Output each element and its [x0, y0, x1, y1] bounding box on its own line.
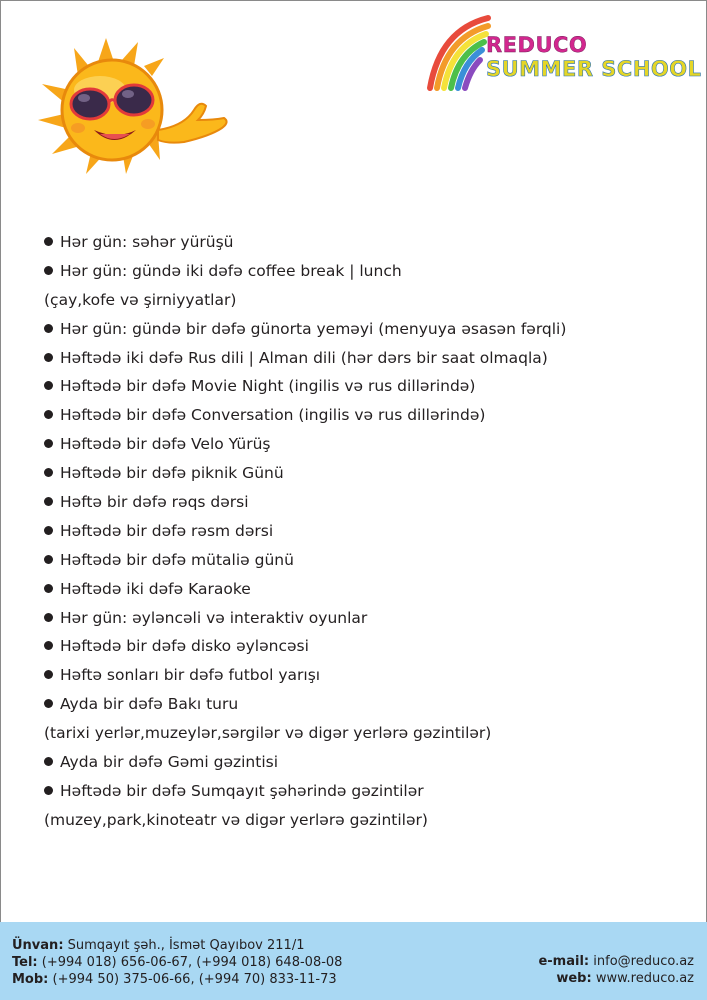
activity-text: Həftədə iki dəfə Karaoke	[60, 579, 251, 598]
footer-online	[538, 953, 694, 987]
activity-item	[44, 488, 684, 517]
activity-item	[44, 430, 684, 459]
activity-text: Həftədə bir dəfə Velo Yürüş	[60, 435, 271, 454]
activity-text: Hər gün: əyləncəli və interaktiv oyunlar	[60, 608, 368, 627]
logo-reduco: REDUCO	[486, 33, 588, 57]
activity-text: Həftədə bir dəfə disko əyləncəsi	[60, 637, 309, 656]
bullet-icon	[44, 584, 53, 593]
footer-contacts	[12, 937, 342, 988]
mob-value: (+994 50) 375-06-66, (+994 70) 833-11-73	[52, 972, 337, 987]
bullet-icon	[44, 468, 53, 477]
bullet-icon	[44, 381, 53, 390]
tel-value: (+994 018) 656-06-67, (+994 018) 648-08-08	[41, 955, 343, 970]
bullet-icon	[44, 353, 53, 362]
activity-text: (çay,kofe və şirniyyatlar)	[44, 290, 237, 309]
bullet-icon	[44, 439, 53, 448]
activity-text: Həftədə bir dəfə rəsm dərsi	[60, 521, 274, 540]
bullet-icon	[44, 497, 53, 506]
activity-text: Hər gün: gündə bir dəfə günorta yeməyi (menyuya əsasən fərqli)	[60, 319, 567, 338]
logo-summer-school: SUMMER SCHOOL	[486, 57, 702, 81]
activity-item	[44, 546, 684, 575]
activity-item	[44, 661, 684, 690]
activity-text: (muzey,park,kinoteatr və digər yerlərə gəzintilər)	[44, 810, 428, 829]
activity-text: Həftədə bir dəfə Conversation (ingilis və rus dillərində)	[60, 406, 486, 425]
activity-item	[44, 604, 684, 633]
tel-label: Tel:	[12, 955, 38, 970]
reduco-logo-text	[486, 33, 702, 81]
activity-text: Həftədə iki dəfə Rus dili | Alman dili (hər dərs bir saat olmaqla)	[60, 348, 548, 367]
email-value[interactable]: info@reduco.az	[593, 954, 694, 969]
activity-item	[44, 257, 684, 286]
tel-line	[12, 954, 342, 971]
bullet-icon	[44, 757, 53, 766]
contact-footer	[0, 922, 707, 1000]
activity-item	[44, 372, 684, 401]
bullet-icon	[44, 324, 53, 333]
sun-mascot-icon	[34, 34, 230, 176]
bullet-icon	[44, 410, 53, 419]
web-line	[538, 970, 694, 987]
address-value: Sumqayıt şəh., İsmət Qayıbov 211/1	[67, 938, 305, 953]
web-value[interactable]: www.reduco.az	[595, 971, 694, 986]
activity-text: Həftə sonları bir dəfə futbol yarışı	[60, 666, 321, 685]
activity-item-note	[44, 719, 684, 748]
activity-text: Hər gün: səhər yürüşü	[60, 233, 234, 251]
bullet-icon	[44, 555, 53, 564]
email-label: e-mail:	[538, 954, 590, 969]
bullet-icon	[44, 237, 53, 246]
activity-text: Həftədə bir dəfə mütaliə günü	[60, 550, 294, 569]
bullet-icon	[44, 641, 53, 650]
activity-item	[44, 401, 684, 430]
activity-text: Həftə bir dəfə rəqs dərsi	[60, 493, 249, 512]
activity-text: Ayda bir dəfə Gəmi gəzintisi	[60, 753, 279, 772]
address-line	[12, 937, 342, 954]
activity-item-note	[44, 806, 684, 835]
activity-item	[44, 228, 684, 257]
mob-line	[12, 971, 342, 988]
activity-item	[44, 575, 684, 604]
activity-item	[44, 459, 684, 488]
activity-text: Ayda bir dəfə Bakı turu	[60, 695, 239, 714]
activity-item	[44, 315, 684, 344]
activity-item	[44, 344, 684, 373]
activity-item-note	[44, 286, 684, 315]
mob-label: Mob:	[12, 972, 49, 987]
bullet-icon	[44, 699, 53, 708]
email-line	[538, 953, 694, 970]
bullet-icon	[44, 670, 53, 679]
activity-text: (tarixi yerlər,muzeylər,sərgilər və digər yerlərə gəzintilər)	[44, 724, 492, 743]
activity-item	[44, 690, 684, 719]
activity-text: Həftədə bir dəfə Movie Night (ingilis və rus dillərində)	[60, 377, 476, 396]
bullet-icon	[44, 526, 53, 535]
activity-item	[44, 748, 684, 777]
activity-item	[44, 632, 684, 661]
activity-text: Həftədə bir dəfə Sumqayıt şəhərində gəzintilər	[60, 781, 424, 800]
bullet-icon	[44, 266, 53, 275]
activity-item	[44, 777, 684, 806]
activity-text: Həftədə bir dəfə piknik Günü	[60, 464, 284, 483]
activity-text: Hər gün: gündə iki dəfə coffee break | lunch	[60, 261, 402, 280]
activity-list	[44, 228, 684, 835]
address-label: Ünvan:	[12, 938, 64, 953]
activity-item	[44, 517, 684, 546]
bullet-icon	[44, 786, 53, 795]
web-label: web:	[556, 971, 592, 986]
bullet-icon	[44, 613, 53, 622]
